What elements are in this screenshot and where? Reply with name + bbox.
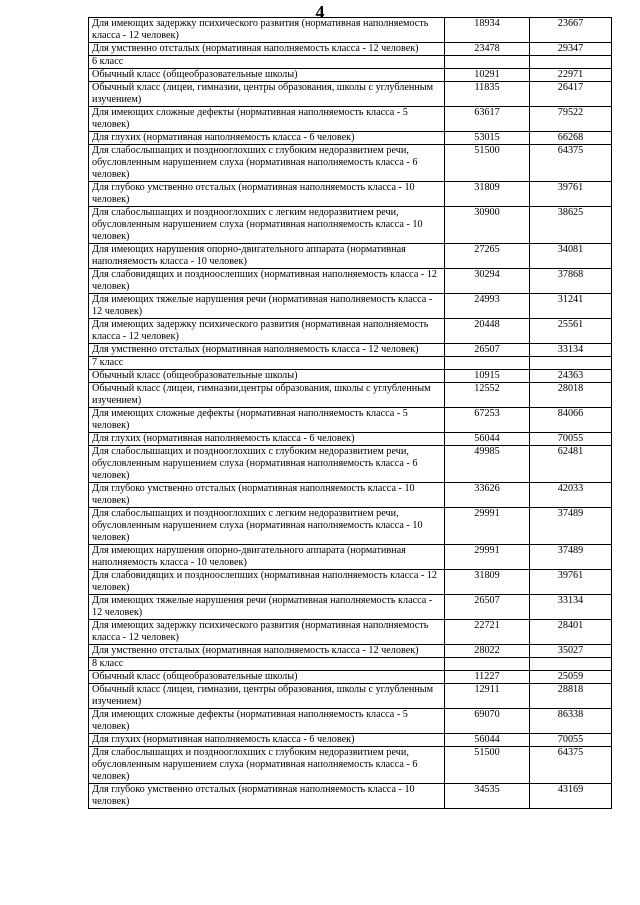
row-label: Обычный класс (лицеи, гимназии, центры образования, школы с углубленным изучением) <box>89 82 445 107</box>
table-row <box>89 319 612 344</box>
row-value-1: 10915 <box>445 370 530 383</box>
row-value-1: 24993 <box>445 294 530 319</box>
row-value-2: 70055 <box>530 734 612 747</box>
row-value-2: 35027 <box>530 645 612 658</box>
table-row <box>89 709 612 734</box>
row-value-2: 70055 <box>530 433 612 446</box>
row-value-2: 43169 <box>530 784 612 809</box>
row-value-2: 64375 <box>530 145 612 182</box>
row-label: Для умственно отсталых (нормативная наполняемость класса - 12 человек) <box>89 645 445 658</box>
row-value-2 <box>530 357 612 370</box>
table-row <box>89 570 612 595</box>
row-value-1 <box>445 357 530 370</box>
row-label: Для имеющих тяжелые нарушения речи (нормативная наполняемость класса - 12 человек) <box>89 294 445 319</box>
table-row <box>89 107 612 132</box>
row-label: Для имеющих задержку психического развития (нормативная наполняемость класса - 12 человек) <box>89 18 445 43</box>
table-row <box>89 357 612 370</box>
row-label: Для имеющих сложные дефекты (нормативная наполняемость класса - 5 человек) <box>89 408 445 433</box>
row-value-2: 86338 <box>530 709 612 734</box>
row-label: Обычный класс (общеобразовательные школы) <box>89 671 445 684</box>
row-label: Для имеющих задержку психического развития (нормативная наполняемость класса - 12 человек) <box>89 620 445 645</box>
row-value-1: 26507 <box>445 595 530 620</box>
table-row <box>89 595 612 620</box>
row-value-1: 10291 <box>445 69 530 82</box>
table-row <box>89 433 612 446</box>
table-row <box>89 82 612 107</box>
row-label: Для умственно отсталых (нормативная наполняемость класса - 12 человек) <box>89 344 445 357</box>
table-row <box>89 383 612 408</box>
row-label: Для глубоко умственно отсталых (нормативная наполняемость класса - 10 человек) <box>89 483 445 508</box>
row-value-2: 39761 <box>530 570 612 595</box>
row-value-1: 20448 <box>445 319 530 344</box>
table-row <box>89 408 612 433</box>
table-row <box>89 132 612 145</box>
row-value-1: 69070 <box>445 709 530 734</box>
row-value-2: 31241 <box>530 294 612 319</box>
row-label: Обычный класс (общеобразовательные школы) <box>89 69 445 82</box>
table-row <box>89 620 612 645</box>
row-value-1: 30900 <box>445 207 530 244</box>
row-label: Для глухих (нормативная наполняемость класса - 6 человек) <box>89 734 445 747</box>
row-label: Для слабовидящих и поздноослепших (нормативная наполняемость класса - 12 человек) <box>89 269 445 294</box>
row-value-2: 33134 <box>530 344 612 357</box>
table-row <box>89 207 612 244</box>
row-label: Для слабослышащих и позднооглохших с легким недоразвитием речи, обусловленным нарушением слуха (нормативная наполняемость класса - 10 человек) <box>89 207 445 244</box>
row-value-2: 24363 <box>530 370 612 383</box>
row-value-2: 79522 <box>530 107 612 132</box>
row-label: Для слабослышащих и позднооглохших с глубоким недоразвитием речи, обусловленным нарушением слуха (нормативная наполняемость класса - 6 человек) <box>89 446 445 483</box>
table-row <box>89 446 612 483</box>
page-number: 4 <box>315 2 325 22</box>
row-label: Для имеющих тяжелые нарушения речи (нормативная наполняемость класса - 12 человек) <box>89 595 445 620</box>
row-value-2: 64375 <box>530 747 612 784</box>
table-row <box>89 145 612 182</box>
row-value-1: 30294 <box>445 269 530 294</box>
row-value-2: 29347 <box>530 43 612 56</box>
row-value-2: 84066 <box>530 408 612 433</box>
table-row <box>89 747 612 784</box>
row-label: Для глухих (нормативная наполняемость класса - 6 человек) <box>89 132 445 145</box>
cost-table <box>88 17 612 809</box>
row-value-1: 11835 <box>445 82 530 107</box>
row-value-1: 31809 <box>445 570 530 595</box>
row-label: Для имеющих сложные дефекты (нормативная наполняемость класса - 5 человек) <box>89 107 445 132</box>
row-label: Для глубоко умственно отсталых (нормативная наполняемость класса - 10 человек) <box>89 182 445 207</box>
table-row <box>89 269 612 294</box>
row-value-2: 22971 <box>530 69 612 82</box>
row-value-1: 12911 <box>445 684 530 709</box>
row-value-1 <box>445 658 530 671</box>
table-row <box>89 734 612 747</box>
row-label: Для имеющих сложные дефекты (нормативная наполняемость класса - 5 человек) <box>89 709 445 734</box>
row-value-2: 37489 <box>530 545 612 570</box>
row-label: Для имеющих задержку психического развития (нормативная наполняемость класса - 12 человек) <box>89 319 445 344</box>
row-label: 8 класс <box>89 658 445 671</box>
table-row <box>89 671 612 684</box>
row-value-2: 42033 <box>530 483 612 508</box>
row-value-2 <box>530 658 612 671</box>
row-value-1: 49985 <box>445 446 530 483</box>
row-label: Для слабослышащих и позднооглохших с легким недоразвитием речи, обусловленным нарушением слуха (нормативная наполняемость класса - 10 человек) <box>89 508 445 545</box>
row-value-2: 23667 <box>530 18 612 43</box>
row-label: Обычный класс (лицеи, гимназии,центры образования, школы с углубленным изучением) <box>89 383 445 408</box>
row-label: Для имеющих нарушения опорно-двигательного аппарата (нормативная наполняемость класса - 10 человек) <box>89 244 445 269</box>
table-row <box>89 294 612 319</box>
row-value-1: 33626 <box>445 483 530 508</box>
table-row <box>89 18 612 43</box>
row-value-1: 63617 <box>445 107 530 132</box>
row-value-2: 28018 <box>530 383 612 408</box>
row-label: 6 класс <box>89 56 445 69</box>
table-row <box>89 483 612 508</box>
row-value-2: 62481 <box>530 446 612 483</box>
row-value-1: 22721 <box>445 620 530 645</box>
row-label: Для глухих (нормативная наполняемость класса - 6 человек) <box>89 433 445 446</box>
table-row <box>89 684 612 709</box>
row-label: 7 класс <box>89 357 445 370</box>
table-row <box>89 43 612 56</box>
row-value-1: 29991 <box>445 545 530 570</box>
row-value-1: 56044 <box>445 433 530 446</box>
table-row <box>89 182 612 207</box>
table-row <box>89 645 612 658</box>
row-label: Для слабовидящих и поздноослепших (нормативная наполняемость класса - 12 человек) <box>89 570 445 595</box>
row-value-1: 53015 <box>445 132 530 145</box>
row-label: Обычный класс (лицеи, гимназии, центры образования, школы с углубленным изучением) <box>89 684 445 709</box>
row-value-1: 51500 <box>445 747 530 784</box>
row-value-2: 66268 <box>530 132 612 145</box>
row-value-1: 29991 <box>445 508 530 545</box>
row-value-1: 51500 <box>445 145 530 182</box>
row-value-2: 39761 <box>530 182 612 207</box>
row-label: Для имеющих нарушения опорно-двигательного аппарата (нормативная наполняемость класса - 10 человек) <box>89 545 445 570</box>
row-value-2: 28818 <box>530 684 612 709</box>
row-value-2: 33134 <box>530 595 612 620</box>
row-value-2: 37868 <box>530 269 612 294</box>
table-row <box>89 370 612 383</box>
table-row <box>89 344 612 357</box>
table-row <box>89 244 612 269</box>
row-value-1: 56044 <box>445 734 530 747</box>
row-label: Обычный класс (общеобразовательные школы) <box>89 370 445 383</box>
row-value-2 <box>530 56 612 69</box>
row-label: Для слабослышащих и позднооглохших с глубоким недоразвитием речи, обусловленным нарушением слуха (нормативная наполняемость класса - 6 человек) <box>89 145 445 182</box>
row-label: Для слабослышащих и позднооглохших с глубоким недоразвитием речи, обусловленным нарушением слуха (нормативная наполняемость класса - 6 человек) <box>89 747 445 784</box>
row-value-2: 34081 <box>530 244 612 269</box>
row-value-1: 11227 <box>445 671 530 684</box>
row-value-2: 28401 <box>530 620 612 645</box>
row-value-1: 18934 <box>445 18 530 43</box>
row-value-2: 38625 <box>530 207 612 244</box>
table-row <box>89 545 612 570</box>
row-value-1 <box>445 56 530 69</box>
table-row <box>89 69 612 82</box>
table-row <box>89 56 612 69</box>
row-value-1: 23478 <box>445 43 530 56</box>
table-row <box>89 508 612 545</box>
row-value-1: 26507 <box>445 344 530 357</box>
row-label: Для умственно отсталых (нормативная наполняемость класса - 12 человек) <box>89 43 445 56</box>
row-value-2: 25059 <box>530 671 612 684</box>
row-value-1: 34535 <box>445 784 530 809</box>
row-value-2: 25561 <box>530 319 612 344</box>
row-value-1: 67253 <box>445 408 530 433</box>
row-value-2: 37489 <box>530 508 612 545</box>
table-row <box>89 658 612 671</box>
row-value-1: 27265 <box>445 244 530 269</box>
row-value-1: 28022 <box>445 645 530 658</box>
row-value-1: 31809 <box>445 182 530 207</box>
row-value-1: 12552 <box>445 383 530 408</box>
row-value-2: 26417 <box>530 82 612 107</box>
table-row <box>89 784 612 809</box>
row-label: Для глубоко умственно отсталых (нормативная наполняемость класса - 10 человек) <box>89 784 445 809</box>
